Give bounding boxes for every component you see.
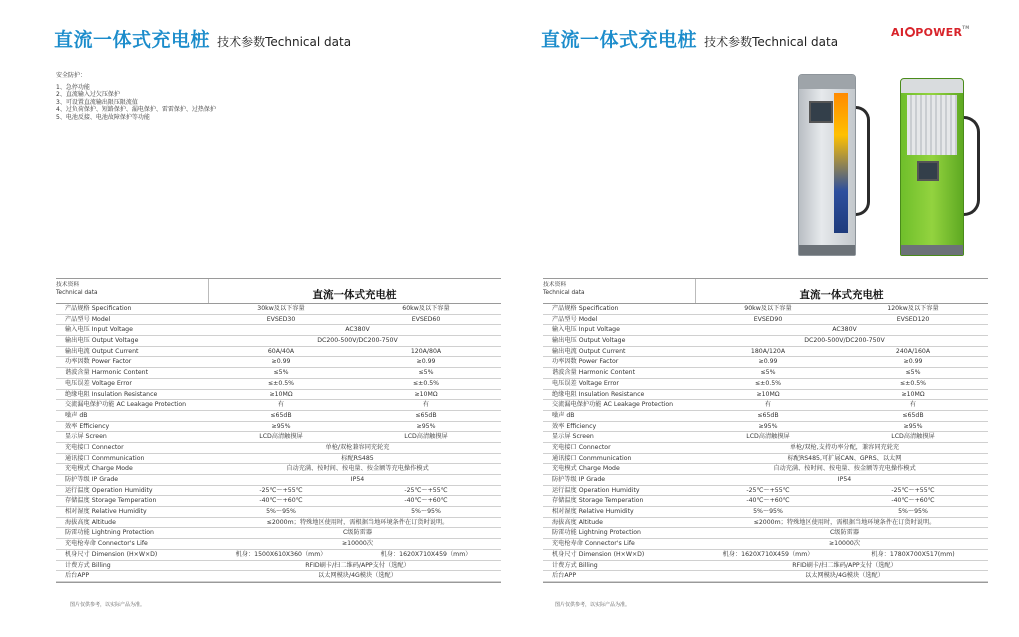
row-value-2: -40℃～+60℃ [891,497,935,505]
row-value: 单枪/双枪,支持功率分配，兼容同充轮充 [789,443,900,451]
row-label: 充电模式 Charge Mode [65,465,133,473]
row-value-2: 5%～95% [411,508,441,516]
row-label: 输出电流 Output Current [552,347,626,355]
row-label: 功率因数 Power Factor [65,358,132,366]
table-row [543,550,988,561]
table-row [56,528,501,539]
safety-title: 安全防护： [56,72,87,79]
row-value-2: ≥10MΩ [901,390,925,398]
row-label: 防雷功能 Lightning Protection [65,529,154,537]
row-label: 通讯接口 Conmmunication [65,454,145,462]
row-value: 自动充满、按时间、按电量、按金额等充电操作模式 [286,465,429,473]
row-value-1: -25℃～+55℃ [259,486,303,494]
row-value: 标配RS485 [341,454,374,462]
table-label-cn: 技术资料 [543,282,567,288]
row-label: 输出电压 Output Voltage [65,337,139,345]
row-value-1: 机身：1620X710X459（mm） [722,550,814,558]
row-value-1: LCD高清触摸屏 [259,433,303,441]
row-label: 运行温度 Operation Humidity [65,486,153,494]
left-page [0,0,509,637]
table-row [56,550,501,561]
row-value-2: 5%～95% [898,508,928,516]
table-row [56,336,501,347]
table-row [543,368,988,379]
table-row [543,486,988,497]
table-row [56,379,501,390]
row-value-1: ≤65dB [757,411,779,419]
row-label: 存储温度 Storage Temperation [552,497,644,505]
row-label: 输出电流 Output Current [65,347,139,355]
safety-item: 5、电池反接、电池故障保护等功能 [56,113,150,121]
table-row [56,422,501,433]
row-value: 标配RS485,可扩展CAN、GPRS、以太网 [787,454,902,462]
charger-stripe [834,93,848,233]
row-value-2: ≤5% [905,369,921,377]
row-label: 电压误差 Voltage Error [552,379,619,387]
row-label: 噪声 dB [552,411,575,419]
row-value-1: -40℃～+60℃ [259,497,303,505]
row-value: ≤2000m；特殊地区使用时，需根据当地环境条件在订货时说明。 [266,518,449,526]
row-value-1: 有 [277,401,285,409]
row-value-2: 有 [909,401,917,409]
table-row [543,571,988,582]
table-label-en: Technical data [543,289,585,296]
table-row [543,475,988,486]
table-row [543,496,988,507]
row-value: 单枪/双枪兼容同充轮充 [325,443,390,451]
row-label: 相对湿度 Relative Humidity [552,508,634,516]
table-row [56,486,501,497]
row-label: 效率 Efficiency [65,422,110,430]
row-value-1: ≤5% [760,369,776,377]
table-footer-line [56,582,501,583]
table-row [543,528,988,539]
row-value-1: 机身：1500X610X360（mm） [235,550,327,558]
row-value: AC380V [345,326,370,334]
charging-cable-icon [856,106,870,216]
row-value-2: ≥10MΩ [414,390,438,398]
row-value: 以太网模块/4G模块（选配） [805,572,884,580]
row-label: 海拔高度 Altitude [552,518,603,526]
table-row [56,325,501,336]
table-row [543,454,988,465]
table-row [543,390,988,401]
row-value: ≤2000m；特殊地区使用时，需根据当地环境条件在订货时说明。 [753,518,936,526]
row-value-1: ≥0.99 [758,358,778,366]
table-row [56,561,501,572]
row-value-2: -25℃～+55℃ [404,486,448,494]
row-label: 相对湿度 Relative Humidity [65,508,147,516]
row-value: RFID刷卡/扫二维码/APP支付（选配） [792,561,897,569]
row-value: IP54 [350,476,365,483]
row-label: 通讯接口 Conmmunication [552,454,632,462]
row-label: 产品型号 Model [65,315,111,323]
row-label: 计费方式 Billing [552,561,598,569]
row-value-1: 5%～95% [753,508,783,516]
silver-charger-image [798,74,856,256]
table-row [543,379,988,390]
logo-text-part: POWER [915,26,963,39]
table-row [56,454,501,465]
row-label: 绝缘电阻 Insulation Resistance [552,390,645,398]
table-row [543,357,988,368]
title-sub: 技术参数Technical data [217,35,352,49]
table-row [56,315,501,326]
table-row [56,432,501,443]
table-label [56,282,98,297]
row-label: 存储温度 Storage Temperation [65,497,157,505]
table-row [543,422,988,433]
table-row [543,347,988,358]
title-main: 直流一体式充电桩 [54,29,211,51]
title-sub: 技术参数Technical data [704,35,839,49]
row-label: 电压误差 Voltage Error [65,379,132,387]
charger-screen-icon [917,161,939,181]
table-row [543,304,988,315]
row-value-1: ≥95% [271,422,291,430]
table-title: 直流一体式充电桩 [799,289,884,301]
row-label: 产品规格 Specification [65,305,132,312]
row-label: 充电接口 Connector [552,443,611,451]
right-page [510,0,1019,637]
spec-table [543,278,988,583]
row-label: 机身尺寸 Dimension (H×W×D) [65,550,158,558]
table-row [56,443,501,454]
row-label: 运行温度 Operation Humidity [552,486,640,494]
row-value-1: ≤5% [273,369,289,377]
trademark-mark: TM [962,25,970,30]
logo-text-part: AI [891,26,905,39]
row-label: 交流漏电保护功能 AC Leakage Protection [65,401,187,409]
row-value-2: ≥95% [903,422,923,430]
row-label: 产品规格 Specification [552,305,619,312]
table-row [543,507,988,518]
row-value-2: 机身：1780X700X517(mm) [871,550,955,558]
safety-item: 2、直流输入过欠压保护 [56,91,120,99]
title-main: 直流一体式充电桩 [541,29,698,51]
row-value-2: 120kw及以下容量 [887,305,939,312]
row-value-1: EVSED90 [753,315,783,323]
safety-item: 3、可设置直流输出限压限流值 [56,98,138,106]
row-value: C级防雷器 [829,529,860,537]
row-value-2: ≤5% [418,369,434,377]
row-label: 防雷功能 Lightning Protection [552,529,641,537]
table-row [56,496,501,507]
row-value-1: 90kw及以下容量 [744,305,792,312]
charger-illustration [780,66,990,256]
row-label: 计费方式 Billing [65,561,111,569]
table-row [56,507,501,518]
row-value: ≥10000次 [341,540,374,548]
row-value: 自动充满、按时间、按电量、按金额等充电操作模式 [773,465,916,473]
row-value-2: LCD高清触摸屏 [891,433,935,441]
table-row [56,539,501,550]
table-row [56,411,501,422]
table-label-cn: 技术资料 [56,282,80,288]
table-body [543,304,988,582]
row-label: 后台APP [552,572,577,580]
row-value: 以太网模块/4G模块（选配） [318,572,397,580]
row-value-1: 有 [764,401,772,409]
table-row [543,400,988,411]
row-label: 充电模式 Charge Mode [552,465,620,473]
row-value-2: ≤±0.5% [899,379,927,387]
table-header [543,278,988,304]
row-value-2: EVSED60 [411,315,441,323]
row-value-2: -40℃～+60℃ [404,497,448,505]
row-value-1: ≤±0.5% [754,379,782,387]
table-row [543,432,988,443]
row-value: DC200-500V/DC200-750V [317,337,398,345]
row-value-1: ≥10MΩ [269,390,293,398]
charger-vent-panel [907,95,957,155]
row-value-1: 60A/40A [267,347,295,355]
table-row [56,390,501,401]
table-row [56,347,501,358]
table-row [543,411,988,422]
row-value: DC200-500V/DC200-750V [804,337,885,345]
table-row [543,336,988,347]
row-label: 显示屏 Screen [65,433,107,441]
table-row [543,325,988,336]
row-value-2: EVSED120 [896,315,930,323]
row-label: 显示屏 Screen [552,433,594,441]
table-row [56,357,501,368]
row-value-2: LCD高清触摸屏 [404,433,448,441]
row-label: 效率 Efficiency [552,422,597,430]
row-value: AC380V [832,326,857,334]
row-value-2: 120A/80A [410,347,442,355]
row-value-2: 有 [422,401,430,409]
row-value: IP54 [837,476,852,483]
table-row [56,571,501,582]
safety-item: 1、急停功能 [56,83,90,91]
table-row [56,464,501,475]
page-title [54,25,351,52]
row-label: 输入电压 Input Voltage [65,326,133,334]
spec-table [56,278,501,583]
row-label: 后台APP [65,572,90,580]
table-footer-line [543,582,988,583]
row-value-2: 60kw及以下容量 [402,305,450,312]
row-label: 交流漏电保护功能 AC Leakage Protection [552,401,674,409]
row-value-1: 5%～95% [266,508,296,516]
row-value-2: -25℃～+55℃ [891,486,935,494]
row-value-2: ≥0.99 [416,358,436,366]
row-label: 输入电压 Input Voltage [552,326,620,334]
logo-ring-icon [905,27,915,37]
table-row [56,368,501,379]
row-value-1: 180A/120A [750,347,786,355]
table-row [56,475,501,486]
row-value-2: ≤65dB [902,411,924,419]
row-label: 防护等级 IP Grade [552,476,606,483]
footnote: 图片仅供参考，以实际产品为准。 [70,602,146,608]
row-label: 噪声 dB [65,411,88,419]
row-value-1: 30kw及以下容量 [257,305,305,312]
row-label: 充电接口 Connector [65,443,124,451]
row-value-1: ≥10MΩ [756,390,780,398]
table-row [543,315,988,326]
table-body [56,304,501,582]
table-row [56,518,501,529]
charging-cable-icon [964,116,980,216]
table-row [56,304,501,315]
table-row [543,464,988,475]
table-row [543,561,988,572]
row-value: RFID刷卡/扫二维码/APP支付（选配） [305,561,410,569]
row-label: 绝缘电阻 Insulation Resistance [65,390,158,398]
row-label: 充电枪寿命 Connector's Life [552,540,635,548]
row-label: 防护等级 IP Grade [65,476,119,483]
table-row [543,443,988,454]
green-charger-image [900,78,964,256]
row-label: 海拔高度 Altitude [65,518,116,526]
row-value-1: ≥0.99 [271,358,291,366]
charger-screen-icon [809,101,833,123]
row-label: 产品型号 Model [552,315,598,323]
table-header [56,278,501,304]
footnote: 图片仅供参考，以实际产品为准。 [555,602,631,608]
row-label: 机身尺寸 Dimension (H×W×D) [552,550,645,558]
table-row [543,518,988,529]
row-value-1: ≥95% [758,422,778,430]
row-value-2: ≥95% [416,422,436,430]
row-label: 输出电压 Output Voltage [552,337,626,345]
table-label-en: Technical data [56,289,98,296]
row-value-1: -40℃～+60℃ [746,497,790,505]
table-row [56,400,501,411]
row-value-2: ≥0.99 [903,358,923,366]
row-value-1: ≤±0.5% [267,379,295,387]
brand-logo [891,25,970,39]
row-label: 谐波含量 Harmonic Content [65,369,149,377]
row-label: 谐波含量 Harmonic Content [552,369,636,377]
row-value: ≥10000次 [828,540,861,548]
table-row [543,539,988,550]
safety-features [56,72,216,122]
row-value-2: 240A/160A [895,347,931,355]
safety-item: 4、过负荷保护、短路保护、漏电保护、雷雷保护、过热保护 [56,106,216,114]
row-value-2: ≤65dB [415,411,437,419]
row-value-1: -25℃～+55℃ [746,486,790,494]
row-value-1: LCD高清触摸屏 [746,433,790,441]
row-value: C级防雷器 [342,529,373,537]
page-title [541,25,838,52]
row-value-2: 机身：1620X710X459（mm） [380,550,472,558]
row-value-1: EVSED30 [266,315,296,323]
table-title: 直流一体式充电桩 [312,289,397,301]
row-label: 充电枪寿命 Connector's Life [65,540,148,548]
row-value-1: ≤65dB [270,411,292,419]
table-label [543,282,585,297]
row-label: 功率因数 Power Factor [552,358,619,366]
row-value-2: ≤±0.5% [412,379,440,387]
